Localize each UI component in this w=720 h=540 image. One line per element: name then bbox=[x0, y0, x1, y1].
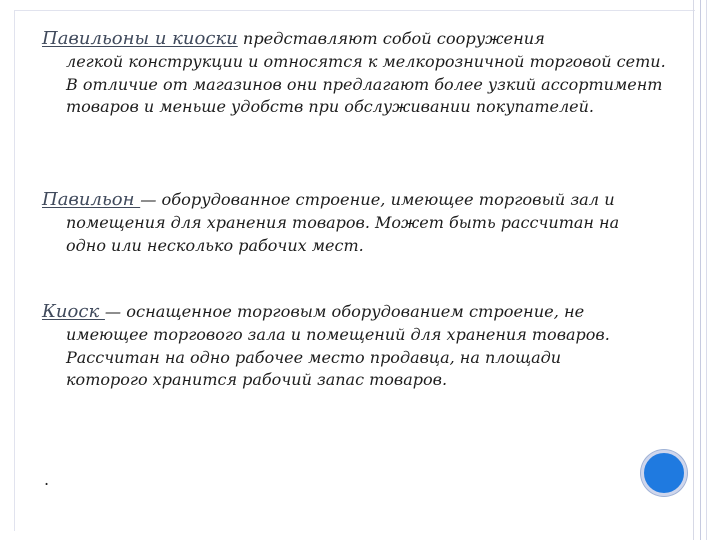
decorative-circle bbox=[641, 450, 687, 496]
term-pavilion: Павильон bbox=[42, 189, 141, 210]
right-border-decoration bbox=[693, 0, 720, 540]
definition-lead: представляют собой сооружения bbox=[237, 29, 545, 48]
term-pavilions-and-kiosks: Павильоны и киоски bbox=[42, 28, 238, 49]
paragraph-kiosk bbox=[42, 300, 636, 392]
trailing-dot: . bbox=[44, 470, 50, 489]
term-kiosk: Киоск bbox=[42, 301, 105, 322]
paragraph-pavilions-and-kiosks bbox=[42, 27, 666, 119]
border-line bbox=[700, 0, 701, 540]
definition-continuation: легкой конструкции и относятся к мелкорозничной торговой сети. В отличие от магазинов они предлагают более узкий ассортимент товаров и меньше удобств при обслуживании покупателей. bbox=[66, 52, 666, 116]
paragraph-pavilion bbox=[42, 188, 656, 257]
border-line bbox=[706, 0, 707, 540]
definition-continuation: помещения для хранения товаров. Может быть рассчитан на одно или несколько рабочих мест. bbox=[66, 213, 620, 255]
definition-continuation: имеющее торгового зала и помещений для хранения товаров. Рассчитан на одно рабочее место продавца, на площади которого хранится рабочий запас товаров. bbox=[66, 325, 610, 389]
definition-lead: — оборудованное строение, имеющее торговый зал и bbox=[140, 190, 615, 209]
definition-lead: — оснащенное торговым оборудованием строение, не bbox=[104, 302, 585, 321]
